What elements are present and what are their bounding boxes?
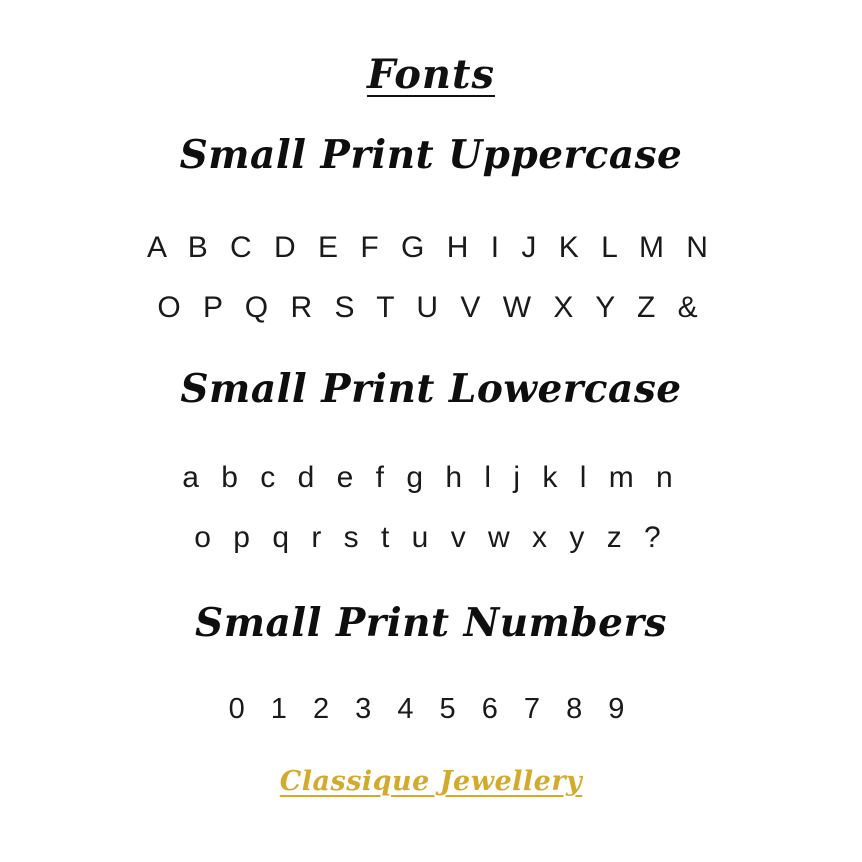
uppercase-line-1: A B C D E F G H I J K L M N: [147, 230, 715, 264]
lowercase-line-2: o p q r s t u v w x y z ?: [194, 521, 668, 555]
lowercase-line-1: a b c d e f g h l j k l m n: [182, 460, 680, 494]
uppercase-line-2: O P Q R S T U V W X Y Z &: [157, 291, 705, 325]
numbers-line-1: 0 1 2 3 4 5 6 7 8 9: [228, 692, 634, 725]
numbers-glyph-block: [229, 687, 634, 732]
lowercase-glyph-block: [182, 455, 679, 562]
uppercase-glyph-block: [147, 225, 715, 332]
section-heading-numbers: Small Print Numbers: [195, 599, 667, 646]
page-title: Fonts: [367, 51, 495, 98]
section-heading-uppercase: Small Print Uppercase: [179, 132, 683, 178]
brand-signature: Classique Jewellery: [279, 765, 583, 797]
section-heading-lowercase: Small Print Lowercase: [180, 365, 682, 412]
